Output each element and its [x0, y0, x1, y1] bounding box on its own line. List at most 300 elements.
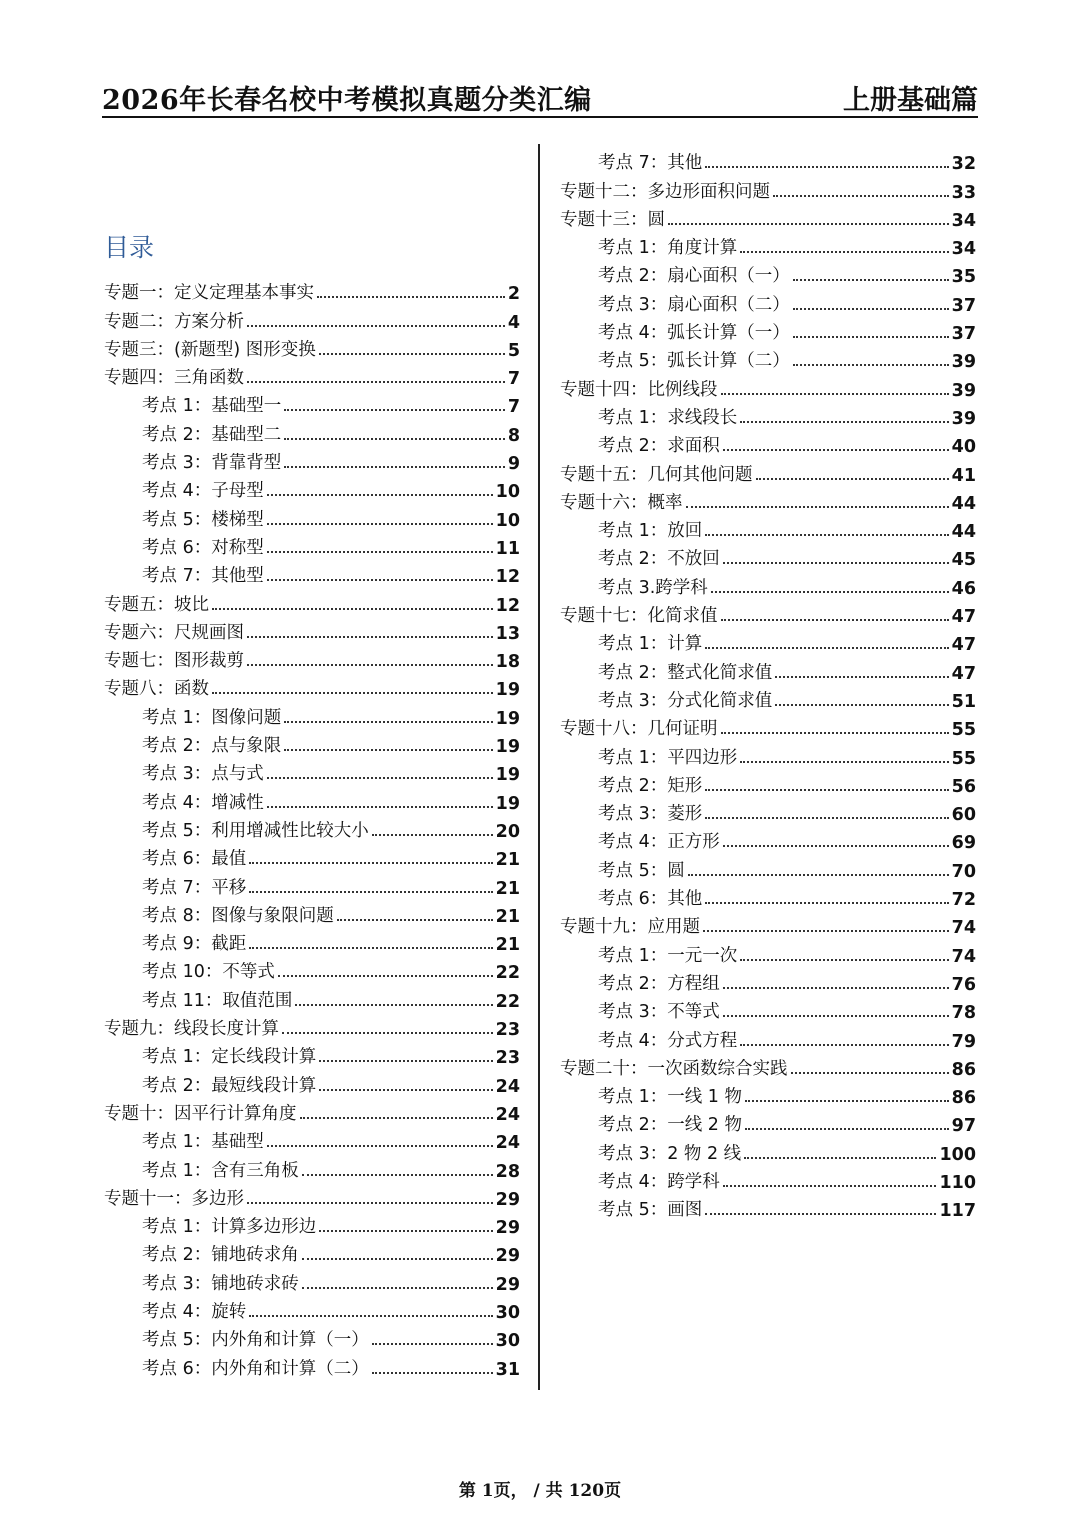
- toc-page-number: 47: [951, 663, 976, 684]
- toc-page-number: 13: [495, 623, 520, 644]
- toc-page-number: 5: [507, 340, 520, 361]
- toc-page-number: 20: [495, 821, 520, 842]
- toc-page-number: 11: [495, 538, 520, 559]
- toc-entry-label: 考点 1：计算: [598, 634, 703, 655]
- toc-page-number: 79: [951, 1031, 976, 1052]
- toc-entry-label: 考点 1：一线 1 物: [598, 1087, 742, 1108]
- toc-subentry[interactable]: [104, 842, 520, 870]
- toc-dot-leader: [711, 591, 949, 593]
- toc-entry[interactable]: [104, 304, 520, 332]
- toc-entry-label: 考点 2：扇心面积（一）: [598, 266, 790, 287]
- toc-subentry[interactable]: [560, 825, 976, 853]
- toc-page-number: 19: [495, 765, 520, 786]
- toc-entry-label: 考点 1：基础型: [142, 1132, 264, 1153]
- toc-page-number: 21: [495, 935, 520, 956]
- toc-dot-leader: [319, 1230, 492, 1232]
- toc-subentry[interactable]: [560, 938, 976, 966]
- toc-page-number: 12: [495, 595, 520, 616]
- toc-entry-label: 考点 4：跨学科: [598, 1171, 720, 1192]
- toc-page-number: 39: [951, 408, 976, 429]
- toc-dot-leader: [278, 975, 493, 977]
- toc-page-number: 46: [951, 578, 976, 599]
- toc-subentry[interactable]: [104, 417, 520, 445]
- toc-page-number: 34: [951, 210, 976, 231]
- toc-dot-leader: [745, 1100, 949, 1102]
- toc-entry-label: 专题六：尺规画图: [104, 622, 244, 643]
- toc-dot-leader: [249, 862, 492, 864]
- toc-page-number: 22: [495, 991, 520, 1012]
- toc-dot-leader: [317, 296, 505, 298]
- toc-subentry[interactable]: [104, 474, 520, 502]
- toc-right-column: [560, 146, 976, 1221]
- toc-dot-leader: [302, 1287, 493, 1289]
- toc-subentry[interactable]: [104, 1295, 520, 1323]
- toc-entry-label: 考点 1：一元一次: [598, 945, 738, 966]
- toc-entry-label: 专题二十：一次函数综合实践: [560, 1058, 788, 1079]
- toc-page-number: 33: [951, 182, 976, 203]
- toc-page-number: 55: [951, 748, 976, 769]
- toc-entry-label: 专题一：定义定理基本事实: [104, 283, 314, 304]
- toc-entry-label: 考点 2：方程组: [598, 973, 720, 994]
- toc-page-number: 21: [495, 906, 520, 927]
- toc-subentry[interactable]: [104, 757, 520, 785]
- toc-dot-leader: [744, 1157, 936, 1159]
- toc-page-number: 28: [495, 1161, 520, 1182]
- toc-page-number: 51: [951, 691, 976, 712]
- toc-page-number: 37: [951, 295, 976, 316]
- toc-entry-label: 考点 7：平移: [142, 877, 247, 898]
- toc-dot-leader: [302, 1258, 493, 1260]
- toc-subentry[interactable]: [104, 899, 520, 927]
- toc-dot-leader: [302, 1174, 493, 1176]
- toc-dot-leader: [212, 692, 493, 694]
- toc-entry[interactable]: [104, 1012, 520, 1040]
- toc-entry-label: 考点 2：一线 2 物: [598, 1115, 742, 1136]
- toc-entry-label: 考点 5：内外角和计算（一）: [142, 1330, 369, 1351]
- toc-entry-label: 专题十：因平行计算角度: [104, 1103, 297, 1124]
- toc-dot-leader: [267, 551, 493, 553]
- toc-entry-label: 考点 4：子母型: [142, 481, 264, 502]
- toc-subentry[interactable]: [560, 401, 976, 429]
- toc-dot-leader: [740, 421, 948, 423]
- toc-entry-label: 专题十九：应用题: [560, 917, 700, 938]
- toc-entry-label: 考点 1：基础型一: [142, 396, 282, 417]
- toc-subentry[interactable]: [104, 700, 520, 728]
- toc-page-number: 10: [495, 510, 520, 531]
- toc-entry[interactable]: [104, 333, 520, 361]
- toc-dot-leader: [319, 1060, 492, 1062]
- toc-subentry[interactable]: [560, 1165, 976, 1193]
- toc-entry-label: 考点 4：分式方程: [598, 1030, 738, 1051]
- toc-page-number: 78: [951, 1003, 976, 1024]
- toc-dot-leader: [686, 506, 949, 508]
- toc-page-number: 69: [951, 833, 976, 854]
- toc-dot-leader: [267, 777, 493, 779]
- toc-page-number: 74: [951, 946, 976, 967]
- toc-subentry[interactable]: [104, 389, 520, 417]
- toc-page-number: 30: [495, 1331, 520, 1352]
- toc-entry-label: 考点 5：楼梯型: [142, 509, 264, 530]
- toc-entry-label: 考点 3：铺地砖求砖: [142, 1273, 299, 1294]
- toc-entry-label: 专题二：方案分析: [104, 311, 244, 332]
- toc-page-number: 70: [951, 861, 976, 882]
- toc-page-number: 55: [951, 720, 976, 741]
- toc-entry-label: 考点 6：最值: [142, 849, 247, 870]
- toc-page-number: 21: [495, 850, 520, 871]
- toc-page-number: 72: [951, 890, 976, 911]
- toc-subentry[interactable]: [560, 967, 976, 995]
- toc-dot-leader: [267, 806, 493, 808]
- toc-subentry[interactable]: [104, 955, 520, 983]
- toc-dot-leader: [705, 817, 948, 819]
- toc-dot-leader: [300, 1117, 493, 1119]
- toc-entry-label: 专题十五：几何其他问题: [560, 464, 753, 485]
- toc-dot-leader: [793, 336, 949, 338]
- toc-dot-leader: [723, 1185, 937, 1187]
- toc-page-number: 23: [495, 1048, 520, 1069]
- toc-dot-leader: [705, 1213, 936, 1215]
- toc-entry-label: 考点 1：定长线段计算: [142, 1047, 317, 1068]
- toc-page-number: 34: [951, 239, 976, 260]
- toc-page-number: 86: [951, 1059, 976, 1080]
- toc-page-number: 29: [495, 1218, 520, 1239]
- toc-subentry[interactable]: [104, 1266, 520, 1294]
- toc-entry-label: 专题十三：圆: [560, 209, 665, 230]
- column-divider: [538, 144, 540, 1390]
- toc-dot-leader: [791, 1072, 949, 1074]
- toc-dot-leader: [723, 449, 949, 451]
- toc-page-number: 47: [951, 635, 976, 656]
- toc-dot-leader: [284, 466, 505, 468]
- toc-dot-leader: [267, 579, 493, 581]
- toc-page-number: 60: [951, 805, 976, 826]
- toc-entry-label: 考点 3：点与式: [142, 764, 264, 785]
- toc-entry[interactable]: [560, 910, 976, 938]
- toc-subentry[interactable]: [560, 542, 976, 570]
- toc-page-number: 22: [495, 963, 520, 984]
- toc-entry[interactable]: [104, 1097, 520, 1125]
- toc-subentry[interactable]: [104, 1210, 520, 1238]
- toc-subentry[interactable]: [104, 1238, 520, 1266]
- toc-subentry[interactable]: [560, 684, 976, 712]
- toc-subentry[interactable]: [104, 814, 520, 842]
- toc-dot-leader: [249, 947, 492, 949]
- toc-entry-label: 考点 3.跨学科: [598, 577, 708, 598]
- toc-entry-label: 考点 4：增减性: [142, 792, 264, 813]
- toc-entry-label: 专题九：线段长度计算: [104, 1019, 279, 1040]
- toc-page-number: 30: [495, 1302, 520, 1323]
- toc-dot-leader: [319, 1089, 492, 1091]
- toc-dot-leader: [740, 251, 948, 253]
- toc-dot-leader: [721, 393, 949, 395]
- toc-entry-label: 专题十一：多边形: [104, 1188, 244, 1209]
- toc-entry[interactable]: [104, 276, 520, 304]
- toc-subentry[interactable]: [560, 995, 976, 1023]
- toc-subentry[interactable]: [104, 927, 520, 955]
- toc-page-number: 29: [495, 1274, 520, 1295]
- toc-entry[interactable]: [560, 372, 976, 400]
- toc-page-number: 29: [495, 1189, 520, 1210]
- toc-dot-leader: [703, 930, 949, 932]
- toc-entry-label: 专题三：(新题型) 图形变换: [104, 339, 316, 360]
- toc-page-number: 97: [951, 1116, 976, 1137]
- toc-page-number: 31: [495, 1359, 520, 1380]
- toc-entry-label: 考点 6：其他: [598, 889, 703, 910]
- toc-left-column: [104, 276, 520, 1380]
- toc-page-number: 21: [495, 878, 520, 899]
- toc-page-number: 24: [495, 1104, 520, 1125]
- toc-subentry[interactable]: [560, 231, 976, 259]
- toc-subentry[interactable]: [560, 797, 976, 825]
- toc-entry[interactable]: [104, 672, 520, 700]
- toc-entry-label: 考点 8：图像与象限问题: [142, 905, 334, 926]
- toc-entry-label: 考点 7：其他: [598, 153, 703, 174]
- toc-entry-label: 考点 1：含有三角板: [142, 1160, 299, 1181]
- toc-page-number: 7: [507, 369, 520, 390]
- toc-entry[interactable]: [560, 486, 976, 514]
- toc-dot-leader: [705, 902, 948, 904]
- toc-entry[interactable]: [104, 644, 520, 672]
- toc-entry[interactable]: [560, 599, 976, 627]
- page-header: [102, 70, 978, 116]
- toc-page-number: 32: [951, 154, 976, 175]
- toc-page-number: 44: [951, 493, 976, 514]
- toc-entry-label: 考点 3：菱形: [598, 804, 703, 825]
- toc-page-number: 4: [507, 312, 520, 333]
- toc-subentry[interactable]: [104, 983, 520, 1011]
- toc-dot-leader: [793, 279, 949, 281]
- toc-entry-label: 考点 10：不等式: [142, 962, 275, 983]
- toc-title: 目录: [104, 233, 155, 262]
- toc-subentry[interactable]: [560, 1193, 976, 1221]
- toc-subentry[interactable]: [560, 259, 976, 287]
- toc-page-number: 37: [951, 324, 976, 345]
- toc-entry-label: 考点 2：点与象限: [142, 736, 282, 757]
- toc-subentry[interactable]: [104, 1125, 520, 1153]
- toc-page-number: 8: [507, 425, 520, 446]
- toc-dot-leader: [705, 647, 948, 649]
- toc-dot-leader: [247, 636, 493, 638]
- toc-entry-label: 考点 1：计算多边形边: [142, 1217, 317, 1238]
- toc-entry-label: 考点 6：对称型: [142, 537, 264, 558]
- toc-entry-label: 考点 2：不放回: [598, 549, 720, 570]
- toc-entry-label: 考点 4：弧长计算（一）: [598, 323, 790, 344]
- toc-subentry[interactable]: [560, 1136, 976, 1164]
- toc-entry-label: 考点 5：画图: [598, 1200, 703, 1221]
- toc-dot-leader: [284, 721, 492, 723]
- toc-dot-leader: [668, 223, 949, 225]
- toc-entry-label: 专题五：坡比: [104, 594, 209, 615]
- toc-subentry[interactable]: [560, 882, 976, 910]
- toc-entry-label: 考点 3：不等式: [598, 1002, 720, 1023]
- toc-dot-leader: [249, 1315, 492, 1317]
- toc-subentry[interactable]: [560, 1080, 976, 1108]
- toc-page-number: 45: [951, 550, 976, 571]
- volume-label: 上册基础篇: [843, 85, 978, 116]
- toc-dot-leader: [249, 891, 492, 893]
- toc-subentry[interactable]: [104, 502, 520, 530]
- toc-entry[interactable]: [104, 1182, 520, 1210]
- toc-subentry[interactable]: [104, 729, 520, 757]
- toc-dot-leader: [773, 195, 949, 197]
- toc-dot-leader: [284, 749, 492, 751]
- document-title: 2026年长春名校中考模拟真题分类汇编: [102, 85, 592, 116]
- toc-entry-label: 专题十七：化简求值: [560, 606, 718, 627]
- toc-entry[interactable]: [560, 203, 976, 231]
- toc-subentry[interactable]: [560, 570, 976, 598]
- toc-dot-leader: [756, 478, 949, 480]
- toc-dot-leader: [247, 664, 493, 666]
- toc-dot-leader: [740, 1044, 948, 1046]
- toc-dot-leader: [372, 1343, 493, 1345]
- toc-entry-label: 考点 5：圆: [598, 860, 685, 881]
- toc-dot-leader: [247, 1202, 493, 1204]
- toc-entry-label: 考点 1：角度计算: [598, 238, 738, 259]
- toc-dot-leader: [319, 353, 505, 355]
- toc-page-number: 100: [939, 1144, 976, 1165]
- toc-subentry[interactable]: [560, 655, 976, 683]
- toc-entry-label: 专题十六：概率: [560, 492, 683, 513]
- toc-dot-leader: [721, 619, 949, 621]
- toc-entry[interactable]: [104, 587, 520, 615]
- toc-dot-leader: [705, 789, 948, 791]
- toc-page-number: 23: [495, 1020, 520, 1041]
- toc-entry-label: 考点 2：铺地砖求角: [142, 1245, 299, 1266]
- toc-entry-label: 考点 7：其他型: [142, 566, 264, 587]
- toc-page-number: 24: [495, 1076, 520, 1097]
- toc-page-number: 35: [951, 267, 976, 288]
- toc-entry[interactable]: [560, 457, 976, 485]
- toc-page-number: 12: [495, 567, 520, 588]
- toc-entry-label: 考点 9：截距: [142, 934, 247, 955]
- toc-subentry[interactable]: [104, 1068, 520, 1096]
- toc-dot-leader: [212, 608, 493, 610]
- toc-entry-label: 考点 1：图像问题: [142, 707, 282, 728]
- toc-dot-leader: [688, 874, 949, 876]
- toc-dot-leader: [721, 732, 949, 734]
- toc-entry[interactable]: [560, 1052, 976, 1080]
- toc-entry-label: 考点 3：扇心面积（二）: [598, 294, 790, 315]
- toc-entry-label: 考点 11：取值范围: [142, 990, 293, 1011]
- toc-page-number: 76: [951, 974, 976, 995]
- toc-entry-label: 考点 3：分式化简求值: [598, 690, 773, 711]
- toc-dot-leader: [723, 845, 949, 847]
- toc-subentry[interactable]: [560, 429, 976, 457]
- toc-subentry[interactable]: [560, 514, 976, 542]
- toc-subentry[interactable]: [104, 870, 520, 898]
- toc-page-number: 24: [495, 1133, 520, 1154]
- toc-page-number: 19: [495, 793, 520, 814]
- toc-entry-label: 专题四：三角函数: [104, 368, 244, 389]
- header-rule: [102, 116, 978, 118]
- toc-subentry[interactable]: [104, 531, 520, 559]
- toc-dot-leader: [740, 959, 948, 961]
- toc-entry[interactable]: [560, 174, 976, 202]
- toc-page-number: 19: [495, 737, 520, 758]
- toc-page-number: 9: [507, 454, 520, 475]
- toc-dot-leader: [740, 761, 948, 763]
- toc-subentry[interactable]: [104, 446, 520, 474]
- toc-entry-label: 考点 2：整式化简求值: [598, 662, 773, 683]
- toc-dot-leader: [705, 534, 948, 536]
- toc-subentry[interactable]: [560, 316, 976, 344]
- toc-page-number: 44: [951, 522, 976, 543]
- toc-entry-label: 考点 1：平四边形: [598, 747, 738, 768]
- toc-dot-leader: [267, 494, 493, 496]
- toc-dot-leader: [723, 1015, 949, 1017]
- toc-subentry[interactable]: [104, 559, 520, 587]
- toc-dot-leader: [267, 523, 493, 525]
- toc-subentry[interactable]: [560, 1023, 976, 1051]
- toc-dot-leader: [337, 919, 493, 921]
- toc-subentry[interactable]: [560, 1108, 976, 1136]
- toc-page-number: 29: [495, 1246, 520, 1267]
- toc-dot-leader: [372, 834, 493, 836]
- toc-subentry[interactable]: [560, 287, 976, 315]
- toc-entry[interactable]: [560, 712, 976, 740]
- toc-page-number: 19: [495, 680, 520, 701]
- toc-dot-leader: [247, 325, 505, 327]
- toc-entry-label: 专题八：函数: [104, 679, 209, 700]
- toc-page-number: 39: [951, 380, 976, 401]
- toc-entry-label: 考点 1：放回: [598, 521, 703, 542]
- toc-page-number: 117: [939, 1201, 976, 1222]
- toc-page-number: 110: [939, 1172, 976, 1193]
- toc-page-number: 56: [951, 776, 976, 797]
- page-footer: 第 1页， / 共 120页: [458, 1481, 622, 1501]
- toc-dot-leader: [775, 704, 948, 706]
- toc-subentry[interactable]: [560, 769, 976, 797]
- toc-subentry[interactable]: [560, 853, 976, 881]
- toc-entry[interactable]: [104, 616, 520, 644]
- toc-subentry[interactable]: [104, 1040, 520, 1068]
- toc-entry[interactable]: [104, 361, 520, 389]
- toc-subentry[interactable]: [104, 1351, 520, 1379]
- toc-entry-label: 考点 5：利用增减性比较大小: [142, 820, 369, 841]
- toc-dot-leader: [793, 308, 949, 310]
- toc-dot-leader: [267, 1145, 493, 1147]
- toc-dot-leader: [282, 1032, 493, 1034]
- toc-entry-label: 考点 2：基础型二: [142, 424, 282, 445]
- toc-subentry[interactable]: [560, 344, 976, 372]
- toc-dot-leader: [705, 166, 948, 168]
- toc-entry-label: 考点 1：求线段长: [598, 407, 738, 428]
- toc-entry-label: 考点 5：弧长计算（二）: [598, 351, 790, 372]
- toc-page-number: 10: [495, 482, 520, 503]
- toc-page-number: 40: [951, 437, 976, 458]
- toc-subentry[interactable]: [104, 1153, 520, 1181]
- toc-dot-leader: [745, 1128, 949, 1130]
- toc-entry-label: 考点 3：2 物 2 线: [598, 1143, 742, 1164]
- toc-entry-label: 考点 2：求面积: [598, 436, 720, 457]
- toc-page-number: 47: [951, 607, 976, 628]
- toc-page-number: 86: [951, 1088, 976, 1109]
- toc-dot-leader: [723, 562, 949, 564]
- toc-dot-leader: [295, 1004, 492, 1006]
- toc-subentry[interactable]: [560, 740, 976, 768]
- toc-page-number: 19: [495, 708, 520, 729]
- toc-subentry[interactable]: [104, 785, 520, 813]
- toc-subentry[interactable]: [104, 1323, 520, 1351]
- toc-page-number: 74: [951, 918, 976, 939]
- toc-dot-leader: [793, 364, 949, 366]
- toc-entry-label: 专题七：图形裁剪: [104, 651, 244, 672]
- toc-subentry[interactable]: [560, 627, 976, 655]
- toc-page-number: 39: [951, 352, 976, 373]
- toc-dot-leader: [775, 676, 948, 678]
- toc-subentry[interactable]: [560, 146, 976, 174]
- toc-entry-label: 考点 4：正方形: [598, 832, 720, 853]
